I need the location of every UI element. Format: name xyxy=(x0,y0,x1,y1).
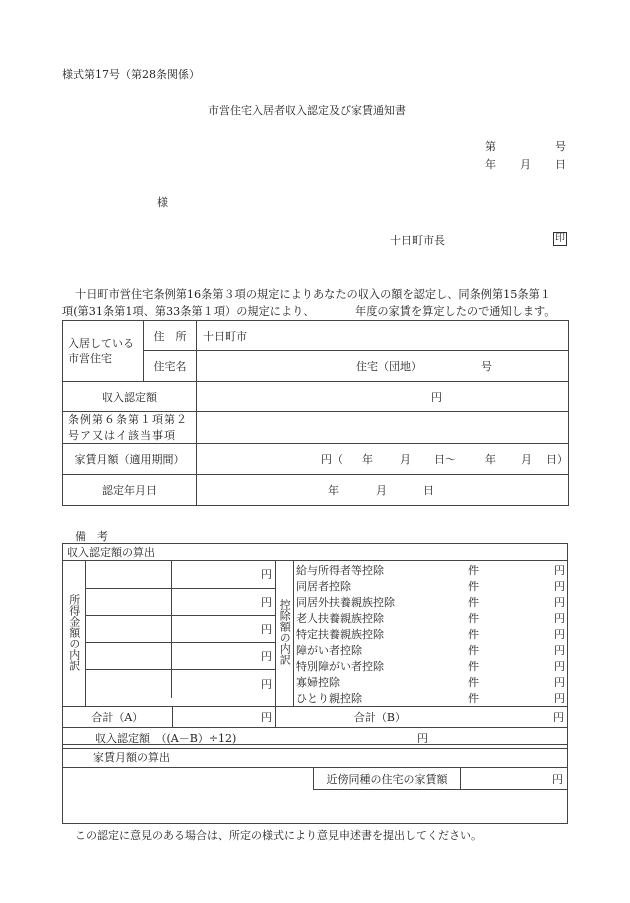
nearby-rent-divider xyxy=(460,767,461,789)
rent-cell xyxy=(197,444,569,475)
calc-header: 収入認定額の算出 xyxy=(63,544,568,561)
rent-month-2: 月 xyxy=(521,453,532,466)
deduction-row xyxy=(294,626,567,642)
housing-label: 入居している市営住宅 xyxy=(63,321,144,382)
rent-calc-header-row xyxy=(63,745,567,768)
deduction-amount-unit: 円 xyxy=(554,660,565,673)
deduction-amount-unit: 円 xyxy=(554,692,565,705)
deduction-list xyxy=(294,562,567,706)
deduction-count-unit: 件 xyxy=(467,580,479,593)
doc-number-suffix: 号 xyxy=(555,140,566,153)
addressee-suffix: 様 xyxy=(157,196,168,209)
housing-name-suffix: 号 xyxy=(481,360,492,373)
total-a-label: 合計（A） xyxy=(63,707,173,728)
nearby-rent-yen: 円 xyxy=(552,773,563,786)
nearby-rent-row xyxy=(313,767,568,790)
deduction-name: 同居外扶養親族控除 xyxy=(295,596,395,609)
deduction-row xyxy=(294,578,567,594)
housing-name-middle: 住宅（団地） xyxy=(356,360,422,373)
total-b-label: 合計（B） xyxy=(353,711,406,724)
rent-label: 家賃月額（適用期間） xyxy=(63,444,197,475)
deduction-name: ひとり親控除 xyxy=(295,692,362,705)
income-row-1-yen: 円 xyxy=(172,561,275,588)
deduction-amount-unit: 円 xyxy=(554,612,565,625)
main-info-table xyxy=(62,320,569,506)
cert-month: 月 xyxy=(376,484,387,497)
deduction-count-unit: 件 xyxy=(467,676,479,689)
deduction-count-unit: 件 xyxy=(467,692,479,705)
remarks-title: 備 考 xyxy=(75,530,108,543)
deduction-row xyxy=(294,610,567,626)
income-cell xyxy=(197,382,569,412)
article-value xyxy=(197,412,569,444)
deduction-row xyxy=(294,674,567,690)
income-row-3-yen: 円 xyxy=(172,615,275,642)
date-month: 月 xyxy=(520,158,531,171)
deduction-name: 障がい者控除 xyxy=(295,644,362,657)
income-cert-yen: 円 xyxy=(417,732,428,745)
date-day: 日 xyxy=(555,158,566,171)
rent-yen: 円（ xyxy=(321,453,343,466)
address-label: 住 所 xyxy=(144,321,197,351)
rent-year-1: 年 xyxy=(362,453,373,466)
address-value: 十日町市 xyxy=(197,321,569,351)
body-line-2b: 年度の家賃を算定したので通知します。 xyxy=(355,305,556,318)
deduction-row xyxy=(294,594,567,610)
housing-name-label: 住宅名 xyxy=(144,351,197,382)
deduction-count-unit: 件 xyxy=(467,612,479,625)
deduction-amount-unit: 円 xyxy=(554,580,565,593)
total-a-yen: 円 xyxy=(172,707,275,728)
deduction-list-cell xyxy=(293,561,567,707)
body-line-1: 十日町市営住宅条例第16条第３項の規定によりあなたの収入の額を認定し、同条例第15条第１ xyxy=(75,288,551,301)
deduction-amount-unit: 円 xyxy=(554,596,565,609)
deduction-count-unit: 件 xyxy=(467,644,479,657)
document-title: 市営住宅入居者収入認定及び家賃通知書 xyxy=(208,104,406,117)
rent-day-2: 日） xyxy=(546,453,568,466)
deduction-count-unit: 件 xyxy=(467,564,479,577)
deduction-row xyxy=(294,562,567,578)
total-b-cell xyxy=(276,707,568,728)
income-breakdown-label-cell xyxy=(63,561,86,707)
doc-number-prefix: 第 xyxy=(485,140,496,153)
article-label: 条例第６条第１項第２号ア又はイ該当事項 xyxy=(63,412,197,444)
housing-name-cell xyxy=(197,351,569,382)
income-row-4-yen: 円 xyxy=(172,642,275,669)
income-breakdown-grid xyxy=(85,561,275,707)
deduction-amount-unit: 円 xyxy=(554,644,565,657)
remarks-table xyxy=(62,543,568,749)
income-unit: 円 xyxy=(431,390,442,404)
income-cert-label: 収入認定額 （(A－B）÷12) xyxy=(95,732,237,745)
rent-calc-box xyxy=(62,744,568,824)
deduction-count-unit: 件 xyxy=(467,596,479,609)
deduction-name: 同居者控除 xyxy=(295,580,351,593)
income-row-2-yen: 円 xyxy=(172,588,275,615)
deduction-amount-unit: 円 xyxy=(554,676,565,689)
deduction-label-cell xyxy=(276,561,294,707)
deduction-row xyxy=(294,658,567,674)
rent-month-1: 月 xyxy=(400,453,411,466)
deduction-count-unit: 件 xyxy=(467,628,479,641)
deduction-name: 特定扶養親族控除 xyxy=(295,628,384,641)
deduction-row xyxy=(294,642,567,658)
income-breakdown-label: 所得金額の内訳 xyxy=(67,593,81,671)
total-b-yen: 円 xyxy=(553,711,564,724)
deduction-name: 給与所得者等控除 xyxy=(295,564,384,577)
nearby-rent-label: 近傍同種の住宅の家賃額 xyxy=(326,773,448,786)
rent-calc-header: 家賃月額の算出 xyxy=(93,751,170,764)
deduction-label: 控除額の内訳 xyxy=(278,599,292,665)
deduction-amount-unit: 円 xyxy=(554,628,565,641)
deduction-name: 老人扶養親族控除 xyxy=(295,612,384,625)
deduction-name: 特別障がい者控除 xyxy=(295,660,384,673)
deduction-count-unit: 件 xyxy=(467,660,479,673)
cert-date-cell xyxy=(197,475,569,506)
cert-year: 年 xyxy=(328,484,339,497)
income-label: 収入認定額 xyxy=(63,382,197,412)
rent-day-1: 日〜 xyxy=(434,453,456,466)
income-row-5-yen: 円 xyxy=(261,677,272,691)
body-line-2a: 項(第31条第1項、第33条第１項）の規定により、 xyxy=(62,305,315,318)
deduction-amount-unit: 円 xyxy=(554,564,565,577)
issuer-name: 十日町市長 xyxy=(390,234,445,247)
cert-day: 日 xyxy=(423,484,434,497)
rent-year-2: 年 xyxy=(485,453,496,466)
date-year: 年 xyxy=(485,158,496,171)
deduction-name: 寡婦控除 xyxy=(295,676,340,689)
cert-date-label: 認定年月日 xyxy=(63,475,197,506)
deduction-row xyxy=(294,690,567,706)
footer-note: この認定に意見のある場合は、所定の様式により意見申述書を提出してください。 xyxy=(75,829,482,842)
seal-mark: 印 xyxy=(555,233,565,244)
form-number: 様式第17号（第28条関係） xyxy=(62,68,200,81)
